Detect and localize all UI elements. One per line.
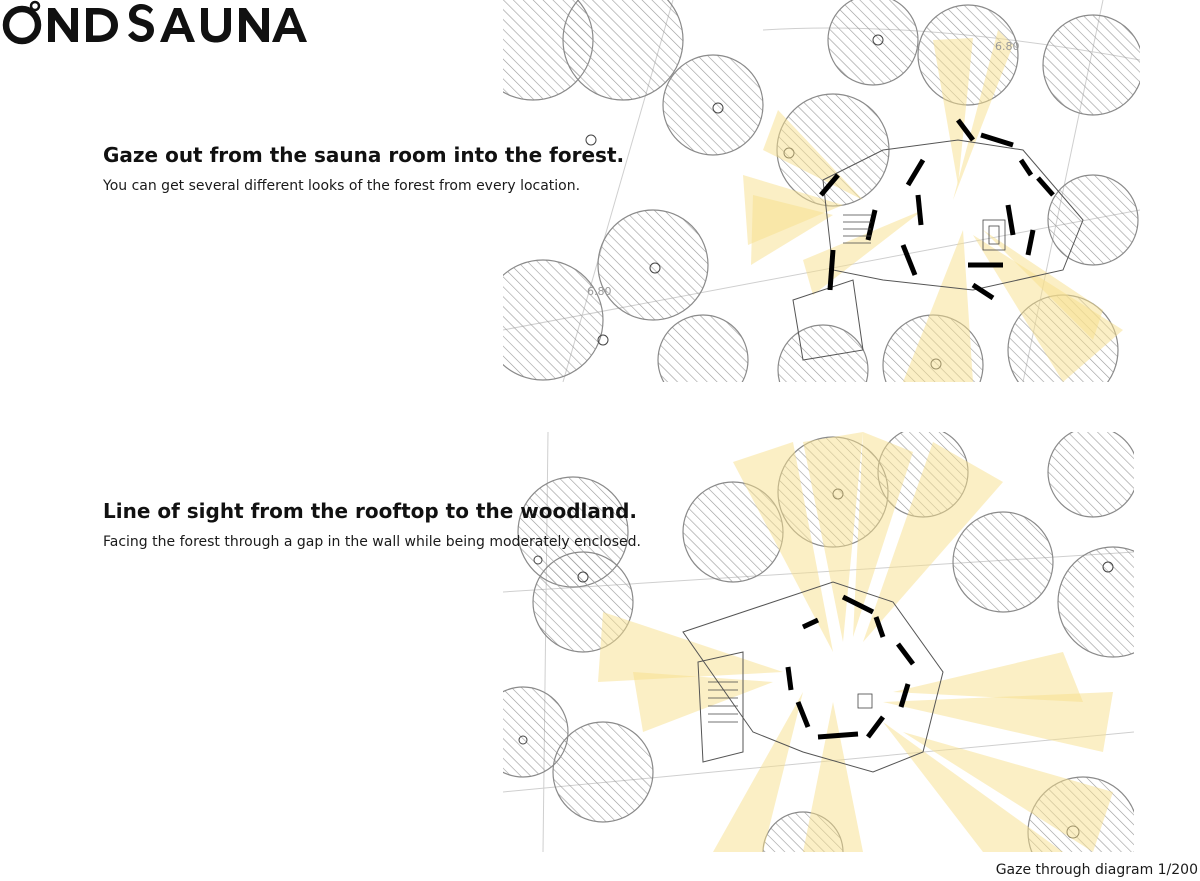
section-description: You can get several different looks of the forest from every location. — [103, 178, 581, 194]
brand-logo — [0, 0, 320, 46]
building-walls-bottom — [788, 597, 913, 737]
level-label-2: 6.80 — [587, 285, 612, 298]
section-rooftop — [103, 499, 641, 551]
section-description: Facing the forest through a gap in the wall while being moderately enclosed. — [103, 534, 641, 550]
plan-diagram-rooftop — [503, 432, 1134, 852]
section-sauna-room — [103, 143, 624, 195]
diagram-caption: Gaze through diagram 1/200 — [995, 862, 1198, 878]
level-label-1: 6.80 — [995, 40, 1020, 53]
sight-cones-bottom — [598, 432, 1113, 852]
section-heading: Line of sight from the rooftop to the woodland. — [103, 499, 638, 523]
section-heading: Gaze out from the sauna room into the forest. — [103, 143, 625, 167]
